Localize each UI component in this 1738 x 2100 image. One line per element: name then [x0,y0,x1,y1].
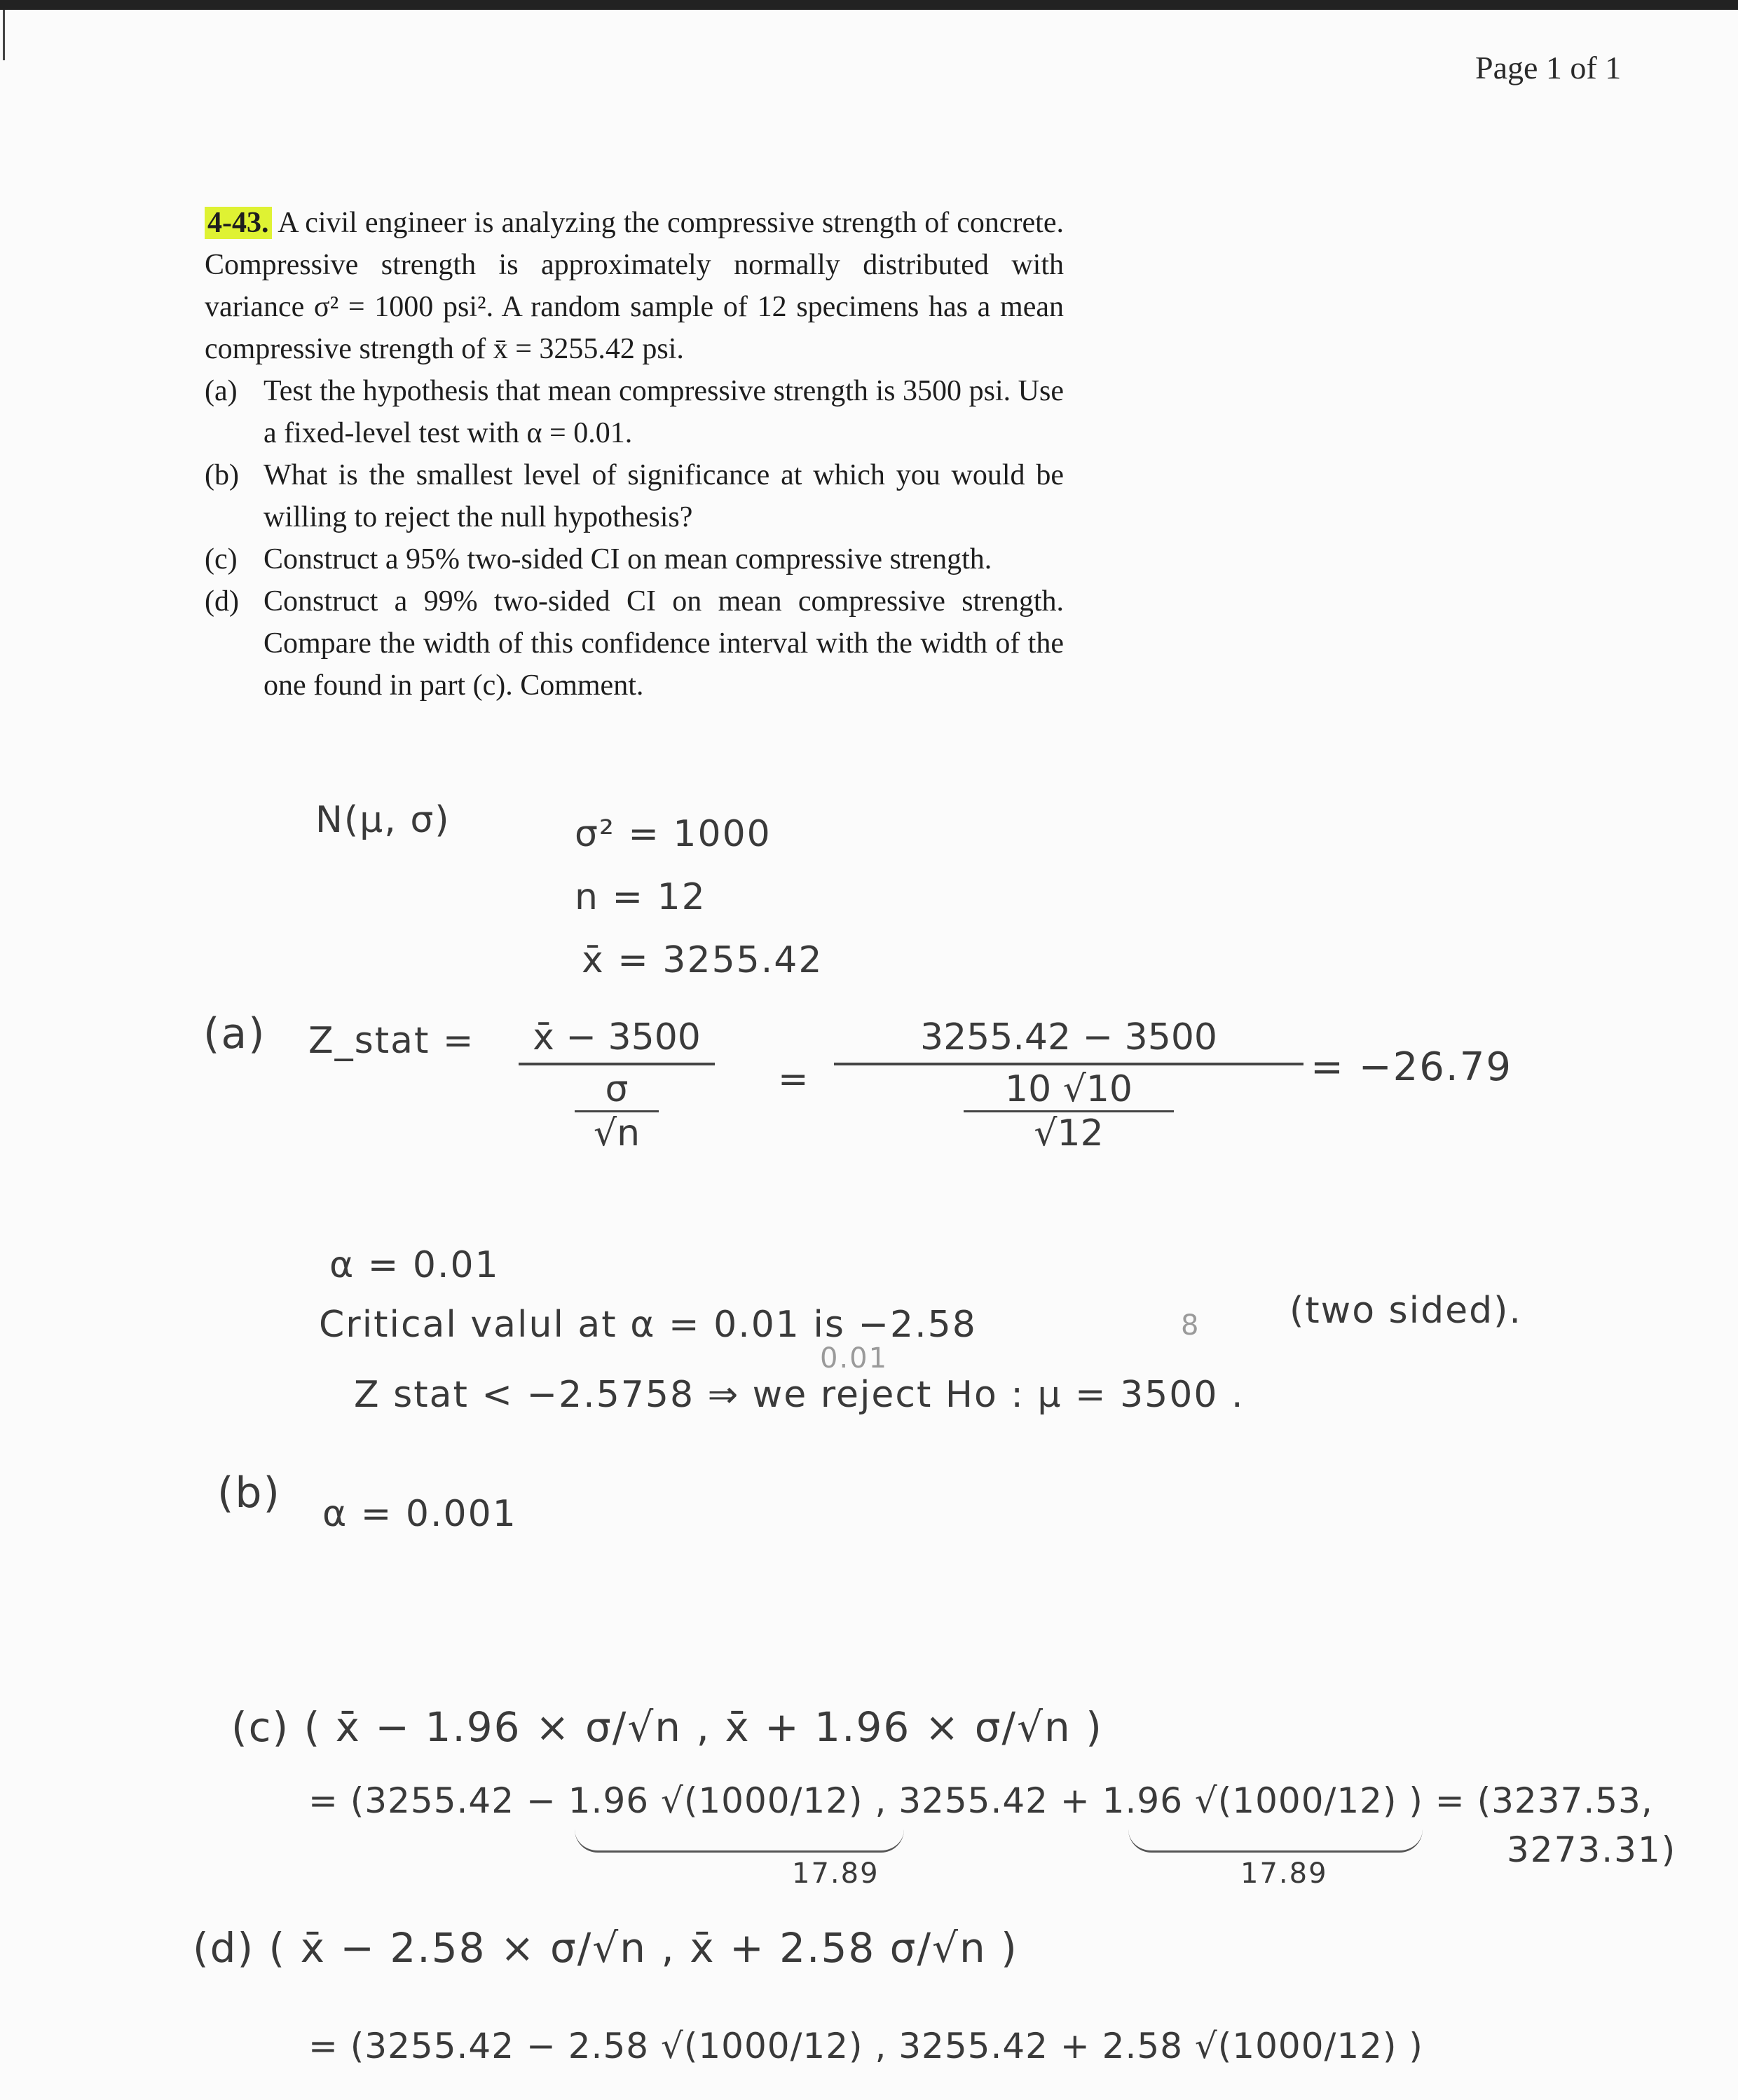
problem-number: 4-43. [205,207,272,239]
page-number: Page 1 of 1 [1475,50,1622,86]
page-left-edge [3,10,5,60]
c-interval-upper: 3273.31) [1507,1829,1677,1870]
part-a [205,370,1064,454]
given-sample-mean: x̄ = 3255.42 [582,939,823,981]
problem-statement [205,202,1064,707]
hw-part-b-label: (b) [217,1468,281,1518]
alpha-value: α = 0.01 [329,1244,500,1286]
substituted-numerator: 3255.42 − 3500 [834,1016,1304,1065]
part-b-text: What is the smallest level of significance at which you would be willing to reject the null hypothesis? [264,459,1064,533]
sqrt-twelve: √12 [1034,1112,1104,1154]
given-distribution: N(μ, σ) [315,799,451,841]
equals-sign: = [778,1058,810,1100]
part-b [205,454,1064,538]
c-interval-expanded: = (3255.42 − 1.96 √(1000/12) , 3255.42 + 1.96 √(1000/12) ) = (3237.53, [308,1780,1653,1821]
z-stat-numerator: x̄ − 3500 [519,1016,715,1065]
part-c-label: (c) [205,543,238,575]
two-sided-note: (two sided). [1289,1290,1522,1332]
part-d-label: (d) [205,585,239,618]
conclusion-line: Z stat < −2.5758 ⇒ we reject Ho : μ = 3500 . [354,1374,1245,1416]
ten-root-ten: 10 √10 [964,1068,1174,1112]
part-a-label: (a) [205,375,238,407]
z-stat-denominator [519,1065,715,1154]
sigma-over: σ [575,1068,659,1112]
d-interval-expanded: = (3255.42 − 2.58 √(1000/12) , 3255.42 + 2.58 √(1000/12) ) [308,2026,1423,2066]
c-brace-left [575,1829,904,1853]
faint-alpha-note: 0.01 [820,1342,889,1375]
c-interval-formula: (c) ( x̄ − 1.96 × σ/√n , x̄ + 1.96 × σ/√n ) [231,1703,1103,1751]
substituted-denominator [834,1065,1304,1154]
c-brace-right [1128,1829,1423,1853]
d-interval-formula: (d) ( x̄ − 2.58 × σ/√n , x̄ + 2.58 σ/√n ) [193,1924,1018,1972]
z-stat-label: Z_stat = [308,1020,475,1062]
part-d [205,580,1064,707]
critical-value-line: Critical valul at α = 0.01 is −2.58 [319,1304,977,1346]
part-c-text: Construct a 95% two-sided CI on mean compressive strength. [264,543,992,575]
part-c [205,538,1064,580]
part-a-text: Test the hypothesis that mean compressive strength is 3500 psi. Use a fixed-level test with α = 0.01. [264,375,1064,449]
problem-text: A civil engineer is analyzing the compressive strength of concrete. Compressive strength is approximately normally distributed with variance σ² = 1000 psi². A random sample of 12 specimens has a mean compressive strength of x̄ = 3255.42 psi. [205,207,1064,365]
faint-digit: 8 [1181,1309,1200,1342]
c-brace-left-value: 17.89 [792,1857,880,1890]
z-stat-fraction [519,1016,715,1154]
page-top-edge [0,0,1738,10]
given-variance: σ² = 1000 [575,813,772,855]
z-stat-result: = −26.79 [1311,1044,1512,1090]
sqrt-n: √n [593,1112,641,1154]
b-alpha-value: α = 0.001 [322,1493,517,1535]
z-stat-substituted [834,1016,1304,1154]
problem-intro [205,202,1064,370]
c-brace-right-value: 17.89 [1240,1857,1328,1890]
hw-part-a-label: (a) [203,1009,266,1058]
part-b-label: (b) [205,459,239,491]
given-sample-size: n = 12 [575,876,706,918]
part-d-text: Construct a 99% two-sided CI on mean compressive strength. Compare the width of this confidence interval with the width of the one found in part (c). Comment. [264,585,1064,702]
